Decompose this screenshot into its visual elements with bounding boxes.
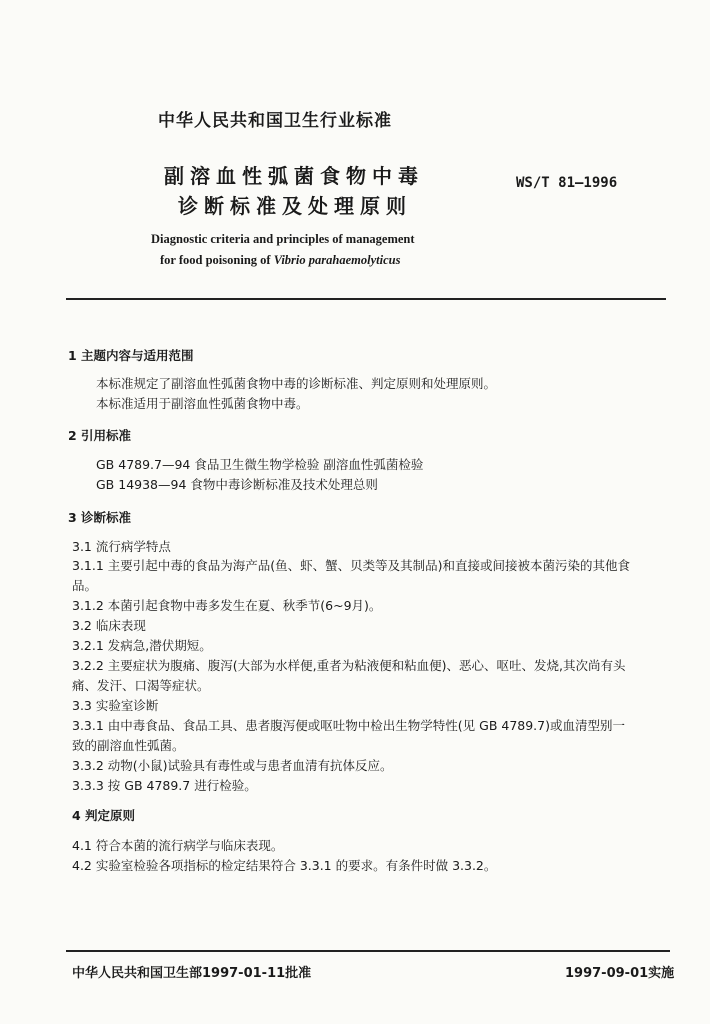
english-title-species: Vibrio parahaemolyticus bbox=[273, 253, 401, 267]
clause-3-2: 3.2 临床表现 bbox=[72, 618, 146, 633]
approval-date: 中华人民共和国卫生部1997-01-11批准 bbox=[72, 966, 312, 981]
clause-4-1: 4.1 符合本菌的流行病学与临床表现。 bbox=[72, 838, 284, 853]
clause-3-1-1-line-1: 3.1.1 主要引起中毒的食品为海产品(鱼、虾、蟹、贝类等及其制品)和直接或间接被本菌污染的其他食 bbox=[72, 558, 631, 573]
section-2-heading: 2 引用标准 bbox=[68, 428, 132, 443]
reference-2: GB 14938—94 食物中毒诊断标准及技术处理总则 bbox=[96, 477, 378, 492]
top-rule bbox=[66, 298, 666, 300]
reference-1: GB 4789.7—94 食品卫生微生物学检验 副溶血性弧菌检验 bbox=[96, 457, 424, 472]
english-title-line-1: Diagnostic criteria and principles of management bbox=[151, 232, 415, 246]
title-line-2: 诊断标准及处理原则 bbox=[178, 194, 412, 218]
clause-3-3-2: 3.3.2 动物(小鼠)试验具有毒性或与患者血清有抗体反应。 bbox=[72, 758, 393, 773]
clause-3-1-2: 3.1.2 本菌引起食物中毒多发生在夏、秋季节(6~9月)。 bbox=[72, 598, 382, 613]
clause-3-3-1-line-1: 3.3.1 由中毒食品、食品工具、患者腹泻便或呕吐物中检出生物学特性(见 GB 4789.7)或血清型别一 bbox=[72, 718, 625, 733]
section-3-heading: 3 诊断标准 bbox=[68, 510, 132, 525]
bottom-rule bbox=[66, 950, 670, 952]
clause-3-3: 3.3 实验室诊断 bbox=[72, 698, 159, 713]
clause-3-2-2-line-2: 痛、发汗、口渴等症状。 bbox=[72, 678, 210, 693]
clause-3-3-1-line-2: 致的副溶血性弧菌。 bbox=[72, 738, 185, 753]
standard-number: WS/T 81—1996 bbox=[516, 175, 618, 191]
clause-4-2: 4.2 实验室检验各项指标的检定结果符合 3.3.1 的要求。有条件时做 3.3.2。 bbox=[72, 858, 497, 873]
english-title-line-2 bbox=[160, 253, 400, 268]
section-1-paragraph-2: 本标准适用于副溶血性弧菌食物中毒。 bbox=[96, 396, 309, 411]
clause-3-2-1: 3.2.1 发病急,潜伏期短。 bbox=[72, 638, 212, 653]
clause-3-1-1-line-2: 品。 bbox=[72, 578, 98, 593]
clause-3-1: 3.1 流行病学特点 bbox=[72, 539, 171, 554]
section-4-heading: 4 判定原则 bbox=[72, 808, 136, 823]
section-1-paragraph-1: 本标准规定了副溶血性弧菌食物中毒的诊断标准、判定原则和处理原则。 bbox=[96, 376, 497, 391]
effective-date: 1997-09-01实施 bbox=[565, 966, 675, 981]
title-line-1: 副溶血性弧菌食物中毒 bbox=[164, 164, 424, 188]
standard-category-header: 中华人民共和国卫生行业标准 bbox=[158, 111, 392, 131]
clause-3-3-3: 3.3.3 按 GB 4789.7 进行检验。 bbox=[72, 778, 257, 793]
english-title-prefix: for food poisoning of bbox=[160, 253, 274, 267]
section-1-heading: 1 主题内容与适用范围 bbox=[68, 348, 194, 363]
clause-3-2-2-line-1: 3.2.2 主要症状为腹痛、腹泻(大部为水样便,重者为粘液便和粘血便)、恶心、呕吐、发烧,其次尚有头 bbox=[72, 658, 626, 673]
